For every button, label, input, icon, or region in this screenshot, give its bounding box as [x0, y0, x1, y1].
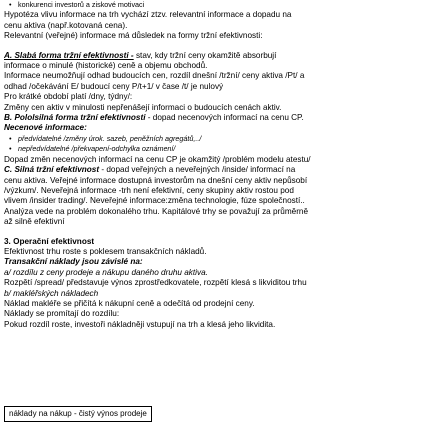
- intro-line-3: Relevantní (veřejné) informace má důsledek na formy tržní efektivnosti:: [4, 31, 263, 41]
- strong-form-heading: [4, 165, 440, 175]
- formula-box: náklady na nákup - čistý výnos prodeje: [4, 406, 152, 422]
- semi-strong-after: Dopad změn necenových informací na cenu CP je okamžitý /problém modelu atestu/: [4, 154, 311, 164]
- list-item-text: předvídatelné /změny úrok. sazeb, peněžních agregátů,../: [18, 133, 202, 143]
- semi-strong-title: B. Pololsilná forma tržní efektivnosti: [4, 113, 146, 123]
- list-item-text: nepředvídatelné /překvapení-odchylka oznámení/: [18, 144, 176, 154]
- bullet-icon: •: [9, 0, 12, 9]
- strong-form-title: C. Silná tržní efektivnost: [4, 165, 100, 175]
- strong-form-line: až silně efektivní: [4, 217, 65, 227]
- list-item: [4, 144, 440, 154]
- operational-line: a/ rozdílu z ceny prodeje a nákupu daného druhu aktiva.: [4, 267, 208, 277]
- strong-form-heading-rest: - dopad veřejných a neveřejných /inside/ informací na: [99, 165, 296, 175]
- intro-line-2: cenu aktiva (např.kotovaná cena).: [4, 20, 128, 30]
- strong-form-line: Analýza vede na problém dokonalého trhu. Kapitálové trhy se považují za průměrně: [4, 206, 309, 216]
- operational-line: Rozpětí /spread/ představuje výnos zprostředkovatele, rozpětí klesá s likviditou trhu: [4, 278, 307, 288]
- operational-heading: 3. Operační efektivnost: [4, 236, 95, 246]
- strong-form-line: vlivem /insider trading/. Neveřejné informace:změna technologie, fúze společností..: [4, 196, 305, 206]
- list-item: [4, 134, 440, 144]
- weak-form-heading-rest: stav, kdy tržní ceny okamžitě absorbují: [133, 50, 277, 60]
- operational-line: Náklad makléře se přičítá k nákupní ceně a odečítá od prodejní ceny.: [4, 298, 255, 308]
- weak-form-line: Informace neumožňují odhad budoucích cen, rozdíl dnešní /tržní/ ceny aktiva /Pt/ a: [4, 71, 305, 81]
- weak-form-line: odhad /očekávání E/ budoucí ceny P/t+1/ v čase /t/ je nulový: [4, 81, 224, 91]
- weak-form-line: Pro krátké období platí /dny, týdny/:: [4, 92, 133, 102]
- list-item: [4, 0, 440, 10]
- operational-line: Efektivnost trhu roste s poklesem transakčních nákladů.: [4, 246, 207, 256]
- nonprice-label: Necenové informace:: [4, 123, 87, 133]
- operational-line: b/ makléřských nákladech: [4, 288, 99, 298]
- semi-strong-heading: [4, 113, 440, 123]
- strong-form-line: /výzkum/. Neveřejná informace -trh není efektivní, ceny skupiny aktiv rostou pod: [4, 185, 294, 195]
- weak-form-title: A. Slabá forma tržní efektivnosti -: [4, 50, 134, 60]
- strong-form-line: cenu aktiva. Veřejné informace dostupná investorům na dnešní ceny aktiv nepůsobí: [4, 175, 308, 185]
- weak-form-heading: [4, 51, 440, 61]
- bullet-icon: •: [9, 133, 12, 143]
- operational-line: Pokud rozdíl roste, investoři nákladněji vstupují na trh a klesá jeho likvidita.: [4, 319, 276, 329]
- intro-line-1: Hypotéza vlivu informace na trh vychází ztzv. relevantní informace a dopadu na: [4, 10, 292, 20]
- list-item-text: konkurenci investorů a ziskové motivaci: [18, 0, 145, 9]
- weak-form-line: informace o minulé (historické) ceně a objemu obchodů.: [4, 61, 208, 71]
- transaction-costs-heading: Transakční náklady jsou závislé na:: [4, 257, 143, 267]
- operational-line: Náklady se promítají do rozdílu:: [4, 309, 120, 319]
- weak-form-line: Změny cen aktiv v minulosti nepřenášejí informaci o budoucích cenách aktiv.: [4, 102, 282, 112]
- bullet-icon: •: [9, 144, 12, 154]
- semi-strong-heading-rest: - dopad necenových informací na cenu CP.: [145, 113, 304, 123]
